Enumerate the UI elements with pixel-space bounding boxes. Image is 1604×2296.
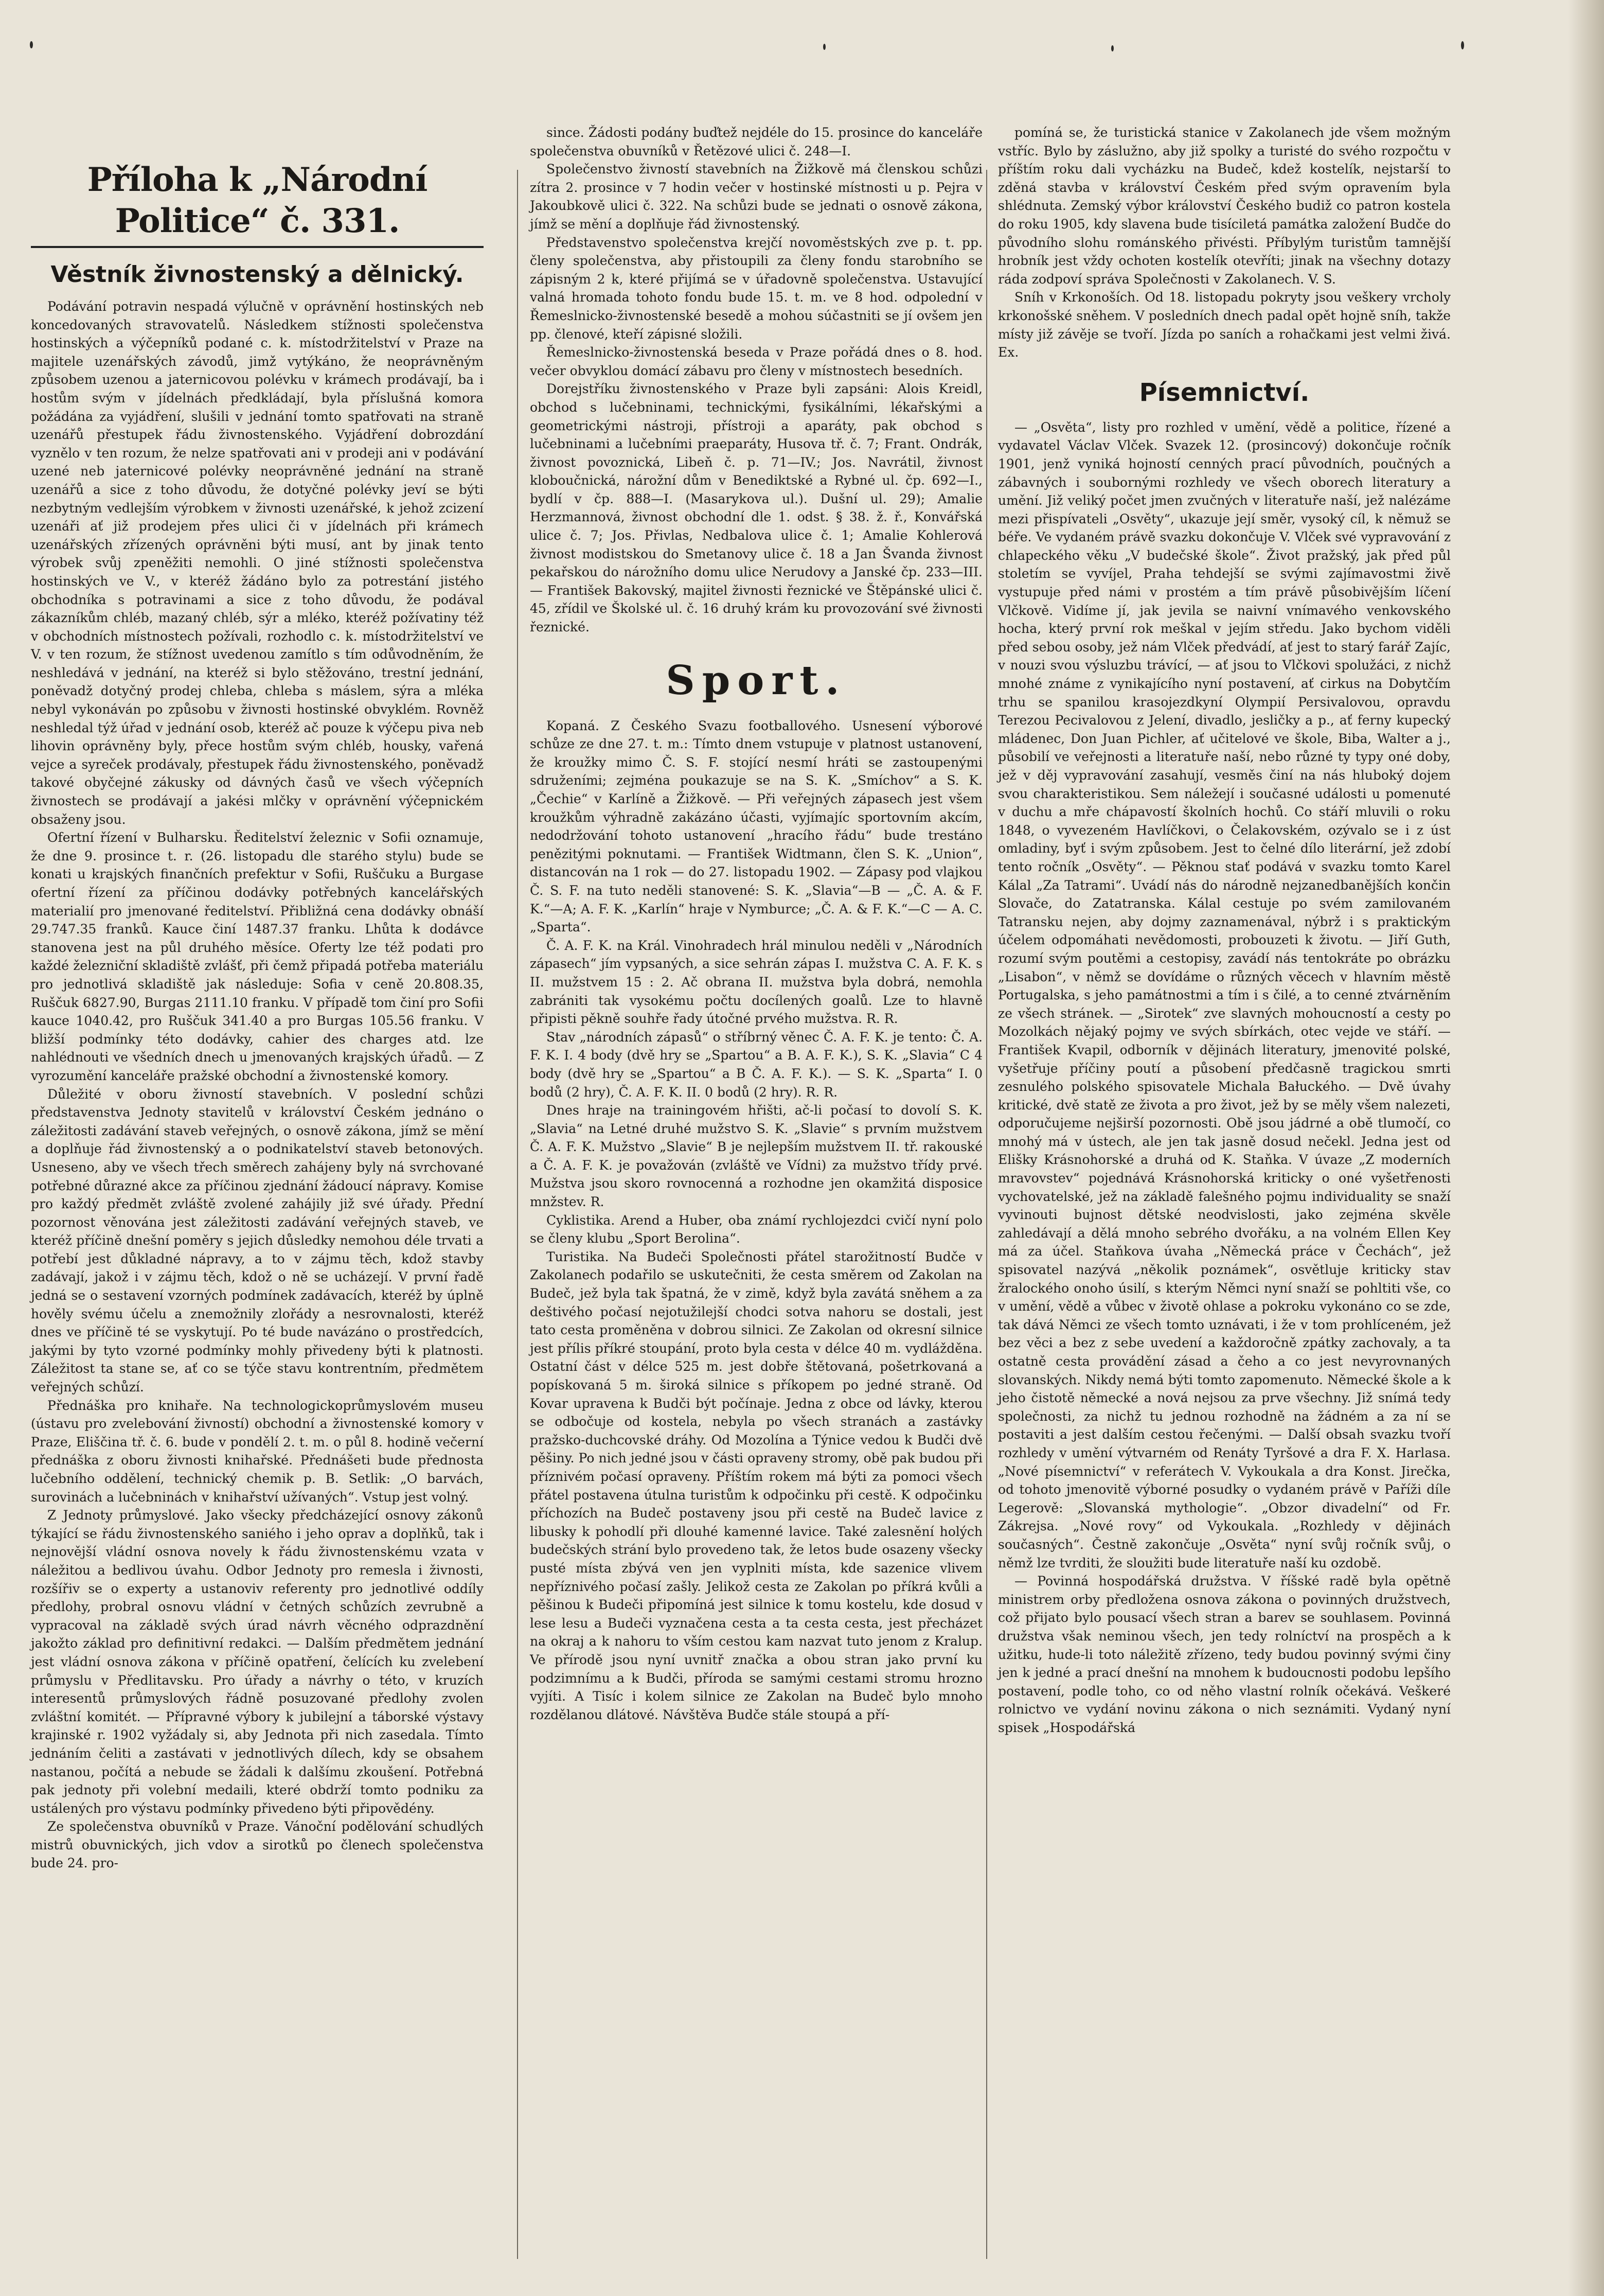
column-1 bbox=[31, 129, 484, 1873]
column-2 bbox=[530, 123, 983, 1724]
supplement-title: Příloha k „Národní Politice“ č. 331. bbox=[87, 161, 427, 240]
sport-section-title: Sport. bbox=[666, 657, 847, 704]
column-rule bbox=[517, 170, 518, 2259]
sport-paragraph: Č. A. F. K. na Král. Vinohradech hrál minulou neděli v „Národních zápasech“ jím vypsaných, a sice sehrán zápas I. mužstva C. A. F. K. s II. mužstvem 15 : 2. Ač obrana II. mužstva byla dobrá, nemohla zabrániti tak vysokému počtu docílených goalů. Lze to hlavně připisti pěkně souhře řady útočné prvého mužstva. R. R. bbox=[530, 938, 983, 1027]
print-speck bbox=[1461, 41, 1464, 49]
sport-paragraph: Kopaná. Z Českého Svazu footballového. Usnesení výborové schůze ze dne 27. t. m.: Tímto dnem vstupuje v platnost ustanovení, že kroužky mimo Č. S. F. stojící nesmí hráti se zastoupenými sdruženími; zejména poukazuje se na S. K. „Smíchov“ a S. K. „Čechie“ v Karlíně a Žižkově. — Při veřejných zápasech jest všem kroužkům výhradně zakázáno účasti, vyjímajíc sportovním akcím, nedodržování tohoto ustanovení „hracího řádu“ bude trestáno penězitými poknutami. — František Widtmann, člen S. K. „Union“, distancován na 1 rok — do 27. listopadu 1902. — Zápasy pod vlajkou Č. S. F. na tuto neděli stanovené: S. K. „Slavia“—B — „Č. A. & F. K.“—A; A. F. K. „Karlín“ hraje v Nymburce; „Č. A. & F. K.“—C — A. C. „Sparta“. bbox=[530, 718, 983, 935]
article-paragraph: Sníh v Krkonoších. Od 18. listopadu pokryty jsou veškery vrcholy krkonošské sněhem. V posledních dnech padal opět hojně sníh, takže místy již závěje se tvoří. Jízda po saních a rohačkami jest velmi živá. Ex. bbox=[998, 290, 1451, 360]
article-paragraph: pomíná se, že turistická stanice v Zakolanech jde všem možným vstříc. Bylo by záslužno, aby již spolky a turisté do svého rozpočtu v příštím roku dali vycházku na Budeč, kdež kostelík, nejstarší to zděná stavba v království Českém před svým opravením byla shlédnuta. Zemský výbor království Českého budiž co patron kostela do roku 1905, kdy slavena bude tisíciletá památka založení Budče do původního slohu románského přivésti. Příbylým turistům tamnější hrobník jest vždy ochoten kostelík otevříti; jinak na všechny dotazy ráda zodpoví správa Společnosti v Zakolanech. V. S. bbox=[998, 125, 1451, 287]
article-paragraph: Ze společenstva obuvníků v Praze. Vánoční podělování schudlých mistrů obuvnických, jich vdov a sirotků po členech společenstva bude 24. pro- bbox=[31, 1819, 484, 1871]
page-edge bbox=[1568, 0, 1604, 2296]
article-paragraph: Představenstvo společenstva krejčí novoměstských zve p. t. pp. členy společenstva, aby přistoupili za členy fondu starobního se zápisným 2 k, které přijímá se v úřadovně společenstva. Ustavující valná hromada tohoto fondu bude 15. t. m. ve 8 hod. odpolední v Řemeslnicko-živnostenské besedě a mohou súčastniti se jí ovšem jen pp. členové, kteří zápisné složili. bbox=[530, 235, 983, 342]
article-paragraph: Z Jednoty průmyslové. Jako všecky předcházející osnovy zákonů týkající se řádu živnostenského saniého i jeho oprav a doplňků, tak i nejnovější vládní osnova novely k řádu živnostenskému vzata v náležitou a bedlivou úvahu. Odbor Jednoty pro remesla i živnosti, rozšířiv se o experty a ustanoviv referenty pro jednotlivé oddíly předlohy, probral osnovu vládní v četných schůzích zevrubně a vypracoval na základě svých úrad návrh věcného odprazdnění jakožto základ pro definitivní redakci. — Dalším předmětem jednání jest vládní osnova zákona v příčině opatření, čelících ku zvelebení průmyslu v Předlitavsku. Pro úřady a návrhy o této, v kruzích interesentů průmyslových řádně posuzované předlohy zvolen zvláštní komitét. — Přípravné výbory k jubilejní a táborské výstavy krajinské r. 1902 vyžádaly si, aby Jednota při nich zasedala. Tímto jednáním čeliti a zastávati v jednotlivých dílech, kdy se obsahem nastanou, počítá a nebude se žádali k dalšímu zkoušení. Potřebná pak jednoty při volební medaili, které obdrží tomto podniku za ustálených pro výstavu podmínky přivedeno býti připovědény. bbox=[31, 1508, 484, 1816]
title-rule bbox=[31, 246, 484, 248]
literature-paragraph: — Povinná hospodářská družstva. V říšské radě byla opětně ministrem orby předložena osnova zákona o povinných družstvech, což přijato bylo pousací všech stran a barev se souhlasem. Povinná družstva však neminou všech, jen tedy rolníctví na prospěch a k užitku, hude-li toto náležitě zřízeno, tedy budou povinný svými činy jen k jedné a prací dnešní na mnohem k budoucnosti podobu lepšího postavení, podle toho, co od něho vlastní rolník očekává. Veškeré rolnictvo ve vydání novinu zákona o nich seznámiti. Vydaný nyní spisek „Hospodářská bbox=[998, 1574, 1451, 1735]
sport-paragraph: Turistika. Na Budeči Společnosti přátel starožitností Budče v Zakolanech podařilo se uskutečniti, že cesta směrem od Zakolan na Budeč, jež byla tak špatná, že v zimě, když byla zavátá sněhem a za deštivého počasí nejotužilejší chodci sotva nahoru se dostali, jest tato cesta proměněna v dobrou silnici. Ze Zakolan od okresní silnice jest přílis příkré stoupání, proto byla cesta v délce 40 m. vydlážděna. Ostatní část v délce 525 m. jest dobře štětovaná, pošetrkovaná a popískovaná 5 m. široká silnice s příkopem po jedné straně. Od Kovar upravena k Budči být počínaje. Jedna z obce od lávky, kterou se odbočuje od kostela, nebyla po všech stranách a zastávky pražsko-duchcovské dráhy. Od Mozolína a Týnice vedou k Budči dvě pěšiny. Po nich jedné jsou v části opraveny stromy, obě pak budou při příznivém počasí opraveny. Příštím rokem má býti za pomoci všech přátel postavena útulna turistům k odpočinku při cestě. K odpočinku příchozích na Budeč postaveny jsou při cestě na Budeč lavice z libusky k pohodlí při dlouhé kamenné lavice. Také zalesnění holých budečských strání bylo provedeno tak, že letos bude osazeny všecky pusté místa zbývá ven jen vyplniti místa, kde sazenice vlivem nepříznivého počasí zašly. Jelikož cesta ze Zakolan po příkrá kvůli a pěšinou k Budeči připomíná jest silnice k tomu kostelu, kde dosud v lese lesu a Budeči vyznačena cesta a ta cesta cesta, jest přecházet na okraj a k nahoru to vším cestou kam nazvat tuto jenom z Kralup. Ve přírodě jsou nyní uvnitř značka a obou stran jako první ku podzimnímu a k Budči, příroda se samými cestami stromu hrozno vyjíti. A Tisíc i kolem silnice ze Zakolan na Budeč bylo mnoho rozdělanou dlátové. Návštěva Budče stále stoupá a pří- bbox=[530, 1249, 983, 1722]
article-paragraph: Společenstvo živností stavebních na Žižkově má členskou schůzi zítra 2. prosince v 7 hodin večer v hostinské místnosti u p. Pejra v Jakoubkově ulici č. 322. Na schůzi bude se jednati o osnově zákona, jímž se mění a doplňuje řád živnostenský. bbox=[530, 162, 983, 232]
article-paragraph: since. Žádosti podány buďtež nejdéle do 15. prosince do kanceláře společenstva obuvníků v Řetězové ulici č. 248—I. bbox=[530, 125, 983, 158]
article-paragraph: Podávání potravin nespadá výlučně v oprávnění hostinských neb koncedovaných stravovatelů. Následkem stížnosti společenstva hostinských a výčepníků podané c. k. místodržitelství v Praze na majitele uzenářských závodů, jimž vytýkáno, že neoprávněným způsobem uzenou a jaternicovou polévku v krámech prodávají, ba i hostům svým v jídelnách předkládají, byla příslušná komora požádána za vyjádření, slušili v jednání tomto spatřovati na straně uzenářů přestupek řádu živnostenského. Vyjádření dobrozdání vyznělo v ten rozum, že nelze spatřovati ani v prodeji ani v podávání uzené neb jaternicové polévky neoprávněné jednání na straně uzenářů a sice z toho důvodu, že dotyčné polévky jeví se býti nezbytným vedlejším výrobkem v živnosti uzenářské, k jehož zcizení uzenáři ať již prodejem přes ulici či v jídelnách při krámech uzenářských zřízených oprávněni býti musí, ant by jinak tento výrobek svůj zpeněžiti nemohli. O jiné stížnosti společenstva hostinských ve V., v kteréž žádáno bylo za potrestání jistého obchodníka s potravinami a sice z toho důvodu, že podával zákazníkům chléb, mazaný chléb, sýr a mléko, kteréž požívatiny též v obchodních místnostech požívali, rozhodlo c. k. místodržitelství ve V. v ten rozum, že stížnost uvedenou zamítlo s tím odůvodněním, že neshledává v jednání, na kteréž si bylo stěžováno, trestní jednání, poněvadž dotyčný prodej chleba, chleba s máslem, sýra a mléka nebyl vykonáván po způsobu v živnosti hostinské obvyklém. Rovněž neshledal týž úřad v jednání osob, kteréž ač pouze k výčepu piva neb lihovin oprávněny byly, přece hostům svým chléb, housky, vařená vejce a syreček prodávaly, přestupek řádu živnostenského, poněvadž takové obyčejné zákusky od dávných časů ve všech výčepních živnostech se prodávají a jakési mlčky v oprávnění výčepnickém obsaženy jsou. bbox=[31, 299, 484, 827]
article-paragraph: Řemeslnicko-živnostenská beseda v Praze pořádá dnes o 8. hod. večer obvyklou domácí zábavu pro členy v místnostech besedních. bbox=[530, 345, 983, 378]
article-paragraph: Důležité v oboru živností stavebních. V poslední schůzi představenstva Jednoty stavitelů v království Českém jednáno o záležitosti zadávání staveb veřejných, o osnově zákona, jímž se mění a doplňuje řád živnostenský a o podnikatelství staveb betonových. Usneseno, aby ve všech třech směrech zahájeny byly ná svrchované potřebné důrazné akce za příčinou zjednání žádoucí nápravy. Komise pro každý předmět zvláště zvolené zahájily již své úřady. Přední pozornost věnována jest záležitosti zadávání veřejných staveb, ve kteréž příčině dnešní poměry s jejich důsledky nemohou déle trvati a potřebí jest důkladné nápravy, a to v zájmu těch, kdož stavby zadávají, jakož i v zájmu těch, kdož o ně se ucházejí. V první řadě jedná se o sestavení vzorných podmínek zadávacích, kteréž by úplně hověly svému účelu a znemožnily zlořády a nesrovnalosti, kteréž dnes ve příčině té se vyskytují. Po té bude navázáno o prostředcích, jakými by tyto vzorné podmínky mohly přivedeny býti k platnosti. Záležitost ta stane se, ať co se týče stavu kontrentním, předmětem veřejných schůzí. bbox=[31, 1086, 484, 1395]
article-paragraph: Dorejstříku živnostenského v Praze byli zapsáni: Alois Kreidl, obchod s lučebninami, technickými, fysikálními, lékařskými a geometrickými nástroji, přístroji a aparáty, pak obchod s lučebninami a lučebními praeparáty, Husova tř. č. 7; Frant. Ondrák, živnost povoznická, Libeň č. p. 71—IV.; Jos. Navrátil, živnost kloboučnická, nárožní dům v Benediktské a Rybné ul. čp. 692—I., bydlí v čp. 888—I. (Masarykova ul.). Dušní ul. 29); Amalie Herzmannová, živnost obchodní dle 1. odst. § 38. ž. ř., Konvářská ulice č. 7; Jos. Přivlas, Nedbalova ulice č. 1; Amalie Kohlerová živnost modistskou do Smetanovy ulice č. 18 a Jan Švanda živnost pekařskou do nárožního domu ulice Nerudovy a Janské čp. 233—III. — František Bakovský, majitel živnosti řeznické ve Štěpánské ulici č. 45, zřídil ve Školské ul. č. 16 druhý krám ku provozování své živnosti řeznické. bbox=[530, 381, 983, 635]
column-rule bbox=[986, 170, 987, 2259]
sport-paragraph: Stav „národních zápasů“ o stříbrný věnec Č. A. F. K. je tento: Č. A. F. K. I. 4 body (dvě hry se „Spartou“ a B. A. F. K.), S. K. „Slavia“ C 4 body (dvě hry se „Spartou“ a B Č. A. F. K.). — S. K. „Sparta“ I. 0 bodů (2 hry), Č. A. F. K. II. 0 bodů (2 hry). R. R. bbox=[530, 1029, 983, 1100]
section-title: Věstník živnostenský a dělnický. bbox=[50, 261, 464, 288]
print-speck bbox=[30, 41, 33, 48]
print-speck bbox=[823, 44, 826, 50]
sport-paragraph: Dnes hraje na trainingovém hřišti, ač-li počasí to dovolí S. K. „Slavia“ na Letné druhé mužstvo S. K. „Slavie“ s prvním mužstvem Č. A. F. K. Mužstvo „Slavie“ B je nejlepším mužstvem II. tř. rakouské a Č. A. F. K. je považován (zvláště ve Vídni) za mužstvo třídy prvé. Mužstva jsou skoro rovnocenná a rozhodne jen okamžitá disposice mnžstev. R. bbox=[530, 1103, 983, 1210]
print-speck bbox=[1111, 45, 1114, 51]
literature-section-title: Písemnictví. bbox=[1139, 378, 1310, 407]
sport-paragraph: Cyklistika. Arend a Huber, oba známí rychlojezdci cvičí nyní polo se členy klubu „Sport Berolina“. bbox=[530, 1212, 983, 1246]
literature-paragraph: — „Osvěta“, listy pro rozhled v umění, vědě a politice, řízené a vydavatel Václav Vlček. Svazek 12. (prosincový) dokončuje ročník 1901, jenž vyniká hojností cenných prací původních, poučných a zábavných i soubornými rozhledy ve všech oborech literatury a umění. Již veliký počet jmen zvučných v literatuře naší, jež nalézáme mezi přispívateli „Osvěty“, ukazuje její směr, vysoký cíl, k němuž se béře. Ve vydaném právě svazku dokončuje V. Vlček své vypravování z chlapeckého věku „V budečské škole“. Život pražský, jak před půl stoletím se vyvíjel, Praha tehdejší se svými zajímavostmi živě vystupuje před námi v prostém a tím právě působivějším líčení Vlčkově. Vidíme jí, jak jevila se naivní vnímavého venkovského hocha, který první rok meškal v jejím středu. Jako bychom viděli před sebou osoby, jež nám Vlček předvádí, ať jest to starý farář Zajíc, v nouzi svou výsluzbu trávící, — ať jsou to Vlčkovi spolužáci, z nichž mnohé známe z vynikajícího nyní postavení, ať cirkus na Dobytčím trhu se spanilou krasojezdkyní Olympií Persivalovou, opravdu Terezou Pecivalovou z Jelení, divadlo, jesličky a p., ať ferny kupecký mládenec, Don Juan Pichler, ať učitelové ve škole, Biba, Walter a j., působilí ve veřejnosti a literatuře naší, nebo různé ty typy oné doby, jež v děj vypravování zasahují, vesměs činí na nás hluboký dojem svou charakteristikou. Sem náležejí i současné události u pomenuté v duchu a mře chápavostí školních hochů. Co stáří mluvili o roku 1848, o vyvezeném Havlíčkovi, o Čelakovském, ozývalo se i z úst omladiny, byť i svým způsobem. Jest to čelné dílo literární, jež zdobí tento ročník „Osvěty“. — Pěknou stať podává v svazku tomto Karel Kálal „Za Tatrami“. Uvádí nás do národně nejzanedbanějších končin Slovače, do Zatatranska. Kálal cestuje po svém zamilovaném Tatransku nejen, aby dojmy zaznamenával, nýbrž i s praktickým účelem odpomáhati nevědomosti, probouzeti k životu. — Jiří Guth, rozumí svým poutěmi a cestopisy, zavádí nás tentokráte po obrázku „Lisabon“, v němž se dovídáme o různých věcech v hlavním městě Portugalska, s jeho památnostmi a tím i s čilé, a to cenné ztvárněním ze všech stránek. — „Sirotek“ zve slavných mohoucností a cesty po Mozolkách nějaký pojmy ve svých sbírkách, otec vejde ve stáří. — František Kvapil, odborník v dějinách literatury, jmenovité polské, vyšetřuje příčiny poutí a působení předčasně tragickou smrti zesnulého polského spisovatele Michala Bałuckého. — Dvě úvahy kritické, dvě statě ze života a pro život, jež by se měly všem nalezeti, odporučujeme nejširší pozornosti. Obě jsou jádrné a obě tlumočí, co mnohý má v ústech, ale jen tak jasně dosud nečekl. Jedna jest od Elišky Krásnohorské a druhá od K. Staňka. V úvaze „Z moderních mravovstev“ pojednává Krásnohorská kriticky o oné vyšetřenosti vychovatelské, jež na základě falešného pojmu individuality se snaží vyvinouti bujnost dětské neodvislosti, jako zejména skvěle zahledávají a dělá mnoho sebrého dvořáku, a na volném Ellen Key má za účel. Staňkova úvaha „Německá práce v Čechách“, jež spisovatel nazývá „několik poznámek“, osvětluje kriticky stav žralockého onoho úsilí, s kterým Němci nyní snaží se pohltiti vše, co v umění, vědě a vůbec v životě ohlase a pokroku vykonáno co se zde, tak dává Němci ze všech tomto uznávati, i že v tom prohlíceném, jež bez věci a bez z sebe uvedení a každoročně zpátky zachovaly, a ta ostatně cesta provádění zásad a čeho a co jest nevyrovnaných slovanských. Nikdy nemá býti tomto zapomenuto. Německé škole a k jeho čistotě německé a nová nejsou za prve všechny. Již snímá tedy společnosti, za nichž tu jednou rozhodně na žádném a za ní se postaviti a jest dalším cestou řečenými. — Další obsah svazku tvoří rozhledy v umění výtvarném od Renáty Tyršové a dra F. X. Harlasa. „Nové písemnictví“ v referátech V. Vykoukala a dra Konst. Jirečka, od tohoto jmenovitě výborné posudky o vydaném právě v Paříži díle Legerově: „Slovanská mythologie“. „Obzor divadelní“ od Fr. Zákrejsa. „Nové rovy“ od Vykoukala. „Rozhledy v dějinách současných“. Čestně zakončuje „Osvěta“ nyní svůj ročník svůj, o němž lze tvrditi, že sloužiti bude literatuře naší ku ozdobě. bbox=[998, 419, 1451, 1570]
column-3 bbox=[998, 123, 1451, 1737]
article-paragraph: Ofertní řízení v Bulharsku. Ředitelství železnic v Sofii oznamuje, že dne 9. prosince t. r. (26. listopadu dle starého stylu) bude se konati u krajských finančních prefektur v Sofii, Ruščuku a Burgase ofertní řízení za příčinou dodávky potřebných kancelářských materialií pro jmenované ředitelství. Přibližná cena dodávky obnáší 29.747.35 franků. Kauce činí 1487.37 franku. Lhůta k dodávce stanovena jest na půl druhého měsíce. Oferty lze též podati pro každé železniční skladiště zvlášť, při čemž připadá potřeba materiálu pro jednotlivá skladiště jak následuje: Sofia v ceně 20.808.35, Ruščuk 6827.90, Burgas 2111.10 franku. V případě tom činí pro Sofii kauce 1040.42, pro Ruščuk 341.40 a pro Burgas 105.56 franku. V bližší podmínky této dodávky, cahier des charges atd. lze nahlédnouti ve všedních dnech u jmenovaných krajských úřadů. — Z vyrozumění kanceláře pražské obchodní a živnostenské komory. bbox=[31, 830, 484, 1083]
article-paragraph: Přednáška pro knihaře. Na technologickoprůmyslovém museu (ústavu pro zvelebování živností) obchodní a živnostenské komory v Praze, Eliščina tř. č. 6. bude v pondělí 2. t. m. o půl 8. hodině večerní přednáška z oboru živnosti knihařské. Přednášeti bude přednosta lučebního oddělení, technický chemik p. B. Setlik: „O barvách, surovinách a lučebninách v knihařství užívaných“. Vstup jest volný. bbox=[31, 1398, 484, 1505]
